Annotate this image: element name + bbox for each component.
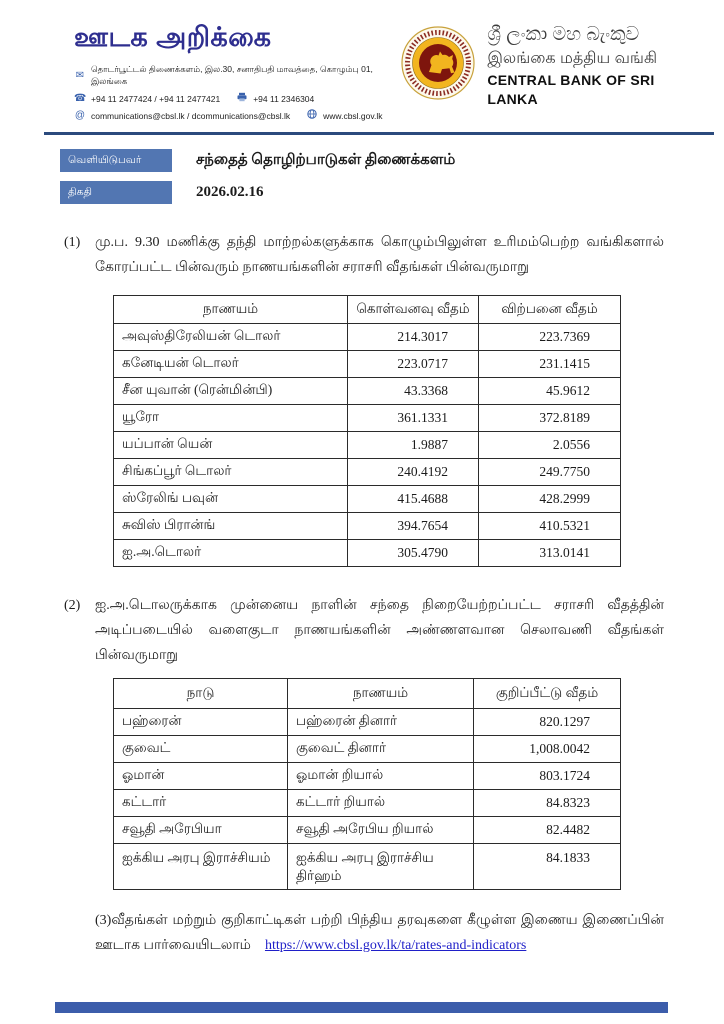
paragraph-2-number: (2) xyxy=(64,598,81,613)
table-cell: ஐக்கிய அரபு இராச்சிய திர்ஹம் xyxy=(288,844,474,890)
table-cell: 428.2999 xyxy=(479,486,621,513)
table-cell: 223.0717 xyxy=(348,351,479,378)
table-cell: கட்டார் xyxy=(114,790,288,817)
table-row xyxy=(114,790,621,817)
publisher-value: சந்தைத் தொழிற்பாடுகள் திணைக்களம் xyxy=(196,152,456,168)
paragraph-2 xyxy=(64,593,664,668)
table-row xyxy=(114,763,621,790)
table-cell: குவைட் தினார் xyxy=(288,736,474,763)
paragraph-1-number: (1) xyxy=(64,235,81,250)
column-header: நாடு xyxy=(114,679,288,709)
table-cell: 372.8189 xyxy=(479,405,621,432)
table-cell: சுவிஸ் பிரான்ங் xyxy=(114,513,348,540)
table-cell: 82.4482 xyxy=(474,817,621,844)
phone-line xyxy=(74,92,401,105)
central-bank-identity xyxy=(401,22,700,109)
table-cell: 803.1724 xyxy=(474,763,621,790)
table-cell: 313.0141 xyxy=(479,540,621,567)
table-cell: 249.7750 xyxy=(479,459,621,486)
table-cell: கனேடியன் டொலர் xyxy=(114,351,348,378)
table-cell: குவைட் xyxy=(114,736,288,763)
header-divider xyxy=(44,132,714,135)
table-cell: 394.7654 xyxy=(348,513,479,540)
table-cell: ஐக்கிய அரபு இராச்சியம் xyxy=(114,844,288,890)
column-header: குறிப்பீட்டு வீதம் xyxy=(474,679,621,709)
table-cell: 84.8323 xyxy=(474,790,621,817)
table-cell: ஓமான் xyxy=(114,763,288,790)
address-text: தொடர்பூட்டல் திணைக்களம், இல.30, சனாதிபதி மாவத்தை, கொழும்பு 01, இலங்கை xyxy=(91,64,373,86)
phone-icon: ☎ xyxy=(74,92,87,104)
table-row xyxy=(114,709,621,736)
gulf-rates-table-body xyxy=(114,709,621,890)
email-addresses: communications@cbsl.lk / dcommunications@cbsl.lk xyxy=(91,110,291,121)
table-cell: 240.4192 xyxy=(348,459,479,486)
table-cell: ஸ்ரேலிங் பவுன் xyxy=(114,486,348,513)
table-cell: 410.5321 xyxy=(479,513,621,540)
table-cell: 361.1331 xyxy=(348,405,479,432)
table-cell: சவூதி அரேபிய றியால் xyxy=(288,817,474,844)
table-cell: 45.9612 xyxy=(479,378,621,405)
gulf-rates-table xyxy=(113,678,621,890)
media-release-brand xyxy=(74,22,401,122)
table-cell: 214.3017 xyxy=(348,324,479,351)
at-icon: @ xyxy=(74,109,86,121)
gulf-rates-table-head xyxy=(114,679,621,709)
date-row xyxy=(60,181,724,204)
table-cell: அவுஸ்திரேலியன் டொலர் xyxy=(114,324,348,351)
email-line xyxy=(74,109,401,122)
letterhead xyxy=(0,0,724,122)
globe-icon xyxy=(306,109,318,122)
publisher-label: வெளியிடுபவர் xyxy=(60,149,172,172)
table-row xyxy=(114,844,621,890)
bank-name-tamil: இலங்கை மத்திய வங்கி xyxy=(487,49,658,67)
table-cell: யப்பான் யென் xyxy=(114,432,348,459)
phone-numbers: +94 11 2477424 / +94 11 2477421 xyxy=(91,93,221,104)
table-cell: 84.1833 xyxy=(474,844,621,890)
table-row xyxy=(114,540,621,567)
table-cell: சவூதி அரேபியா xyxy=(114,817,288,844)
table-cell: 1,008.0042 xyxy=(474,736,621,763)
fax-printer-icon xyxy=(236,92,248,105)
table-cell: 223.7369 xyxy=(479,324,621,351)
table-cell: ஓமான் றியால் xyxy=(288,763,474,790)
column-header: நாணயம் xyxy=(114,296,348,324)
paragraph-3-text: (3)வீதங்கள் மற்றும் குறிகாட்டிகள் பற்றி பிந்திய தரவுகளை கீழுள்ள இணைய இணைப்பின் ஊடாக பார்வையிடலாம் xyxy=(95,913,664,953)
table-cell: கட்டார் றியால் xyxy=(288,790,474,817)
table-row xyxy=(114,736,621,763)
publisher-row xyxy=(60,149,724,172)
table-cell: 43.3368 xyxy=(348,378,479,405)
paragraph-1-text: மு.ப. 9.30 மணிக்கு தந்தி மாற்றல்களுக்காக கொழும்பிலுள்ள உரிமம்பெற்ற வங்கிகளால் கோரப்பட்ட பின்வரும் நாணயங்களின் சராசரி வீதங்கள் பின்வருமாறு xyxy=(95,235,664,275)
exchange-rates-table-body xyxy=(114,324,621,567)
date-value: 2026.02.16 xyxy=(196,184,264,200)
release-meta xyxy=(60,149,724,204)
bank-name-sinhala: ශ්‍රී ලංකා මහ බැංකුව xyxy=(487,24,640,45)
table-cell: சீன யுவான் (ரென்மின்பி) xyxy=(114,378,348,405)
header-row xyxy=(114,296,621,324)
table-cell: 231.1415 xyxy=(479,351,621,378)
table-row xyxy=(114,324,621,351)
rates-indicators-link[interactable]: https://www.cbsl.gov.lk/ta/rates-and-indicators xyxy=(264,938,527,953)
paragraph-3 xyxy=(95,908,664,958)
table-row xyxy=(114,817,621,844)
column-header: கொள்வனவு வீதம் xyxy=(348,296,479,324)
column-header: நாணயம் xyxy=(288,679,474,709)
table-cell: 2.0556 xyxy=(479,432,621,459)
table-cell: 415.4688 xyxy=(348,486,479,513)
table-cell: 820.1297 xyxy=(474,709,621,736)
bank-name-block xyxy=(487,22,700,109)
table-row xyxy=(114,405,621,432)
website-text: www.cbsl.gov.lk xyxy=(323,110,383,121)
date-label: திகதி xyxy=(60,181,172,204)
paragraph-2-text: ஐ.அ.டொலருக்காக முன்னைய நாளின் சந்தை நிறையேற்றப்பட்ட சராசரி வீதத்தின் அடிப்படையில் வளைகுடா நாணயங்களின் அண்ணளவான செலாவணி வீதங்கள் பின்வருமாறு xyxy=(95,598,664,663)
table-cell: 305.4790 xyxy=(348,540,479,567)
table-row xyxy=(114,351,621,378)
table-cell: பஹ்ரைன் தினார் xyxy=(288,709,474,736)
table-cell: யூரோ xyxy=(114,405,348,432)
table-row xyxy=(114,432,621,459)
table-cell: பஹ்ரைன் xyxy=(114,709,288,736)
table-row xyxy=(114,378,621,405)
bank-name-english: CENTRAL BANK OF SRI LANKA xyxy=(487,72,655,108)
footer-accent-bar xyxy=(55,1002,668,1013)
envelope-icon: ✉ xyxy=(75,70,85,81)
table-cell: ஐ.அ.டொலர் xyxy=(114,540,348,567)
address-line xyxy=(74,64,401,88)
table-row xyxy=(114,459,621,486)
column-header: விற்பனை வீதம் xyxy=(479,296,621,324)
exchange-rates-table-head xyxy=(114,296,621,324)
paragraph-1 xyxy=(64,230,664,280)
table-cell: சிங்கப்பூர் டொலர் xyxy=(114,459,348,486)
page-title: ஊடக அறிக்கை xyxy=(74,22,272,52)
table-row xyxy=(114,513,621,540)
exchange-rates-table xyxy=(113,295,621,567)
fax-number: +94 11 2346304 xyxy=(253,93,315,104)
header-row xyxy=(114,679,621,709)
cbsl-lion-emblem-icon xyxy=(401,26,475,105)
table-cell: 1.9887 xyxy=(348,432,479,459)
table-row xyxy=(114,486,621,513)
